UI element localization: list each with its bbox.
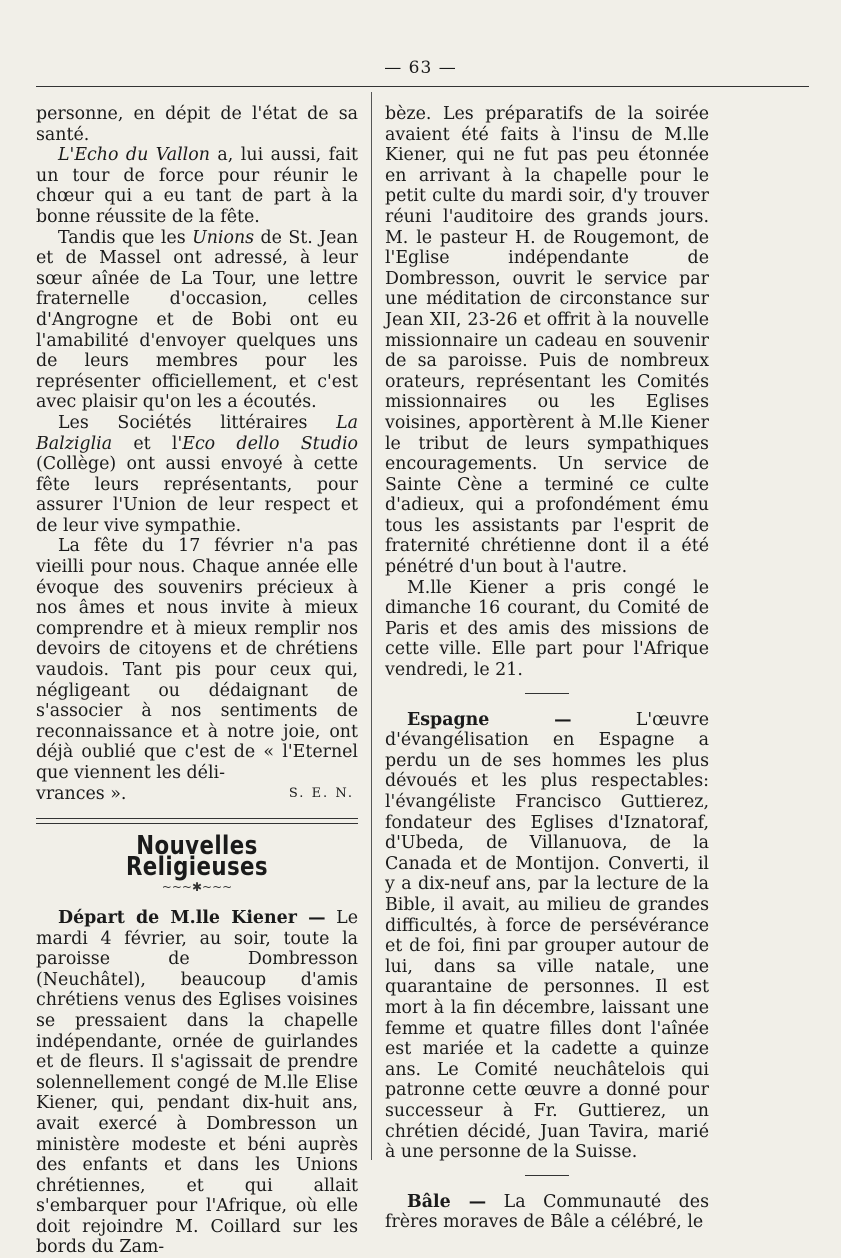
section-title: Nouvelles Religieuses <box>125 831 269 882</box>
article <box>36 908 358 1258</box>
paragraph: M.lle Kiener a pris congé le dimanche 16 courant, du Comité de Paris et des amis des missions de cette ville. Elle part pour l'Afrique vendredi, le 21. <box>385 577 709 681</box>
text-run: Tandis que les <box>58 227 193 248</box>
text-run: a, lui aussi, fait un tour de force pour réunir le chœur qui a eu tant de part à la bonne réussite de la fête. <box>36 145 358 227</box>
paragraph <box>36 145 358 227</box>
italic-title: Unions <box>192 227 255 248</box>
text-run: L'œuvre d'évangélisation en Espagne a perdu un de ses hommes les plus dévoués et les plus respectables: l'évangéliste Francisco Guttierez, fondateur des Eglises d'Iznatoraf, d'Ubeda, de Villanuova, de la Canada et de Montijon. Converti, il y a dix-neuf ans, par la lecture de la Bible, il avait, au milieu de grandes difficultés, à force de persévérance et de foi, fini par grouper autour de lui, dans sa ville natale, une quarantaine de personnes. Il est mort à la fin décembre, laissant une femme et quatre filles dont l'aînée est mariée et la cadette a quinze ans. Le Comité neuchâtelois qui patronne cette œuvre a donné pour successeur à Fr. Guttierez, un chrétien décidé, Juan Tavira, marié à une personne de la Suisse. <box>385 709 709 1163</box>
ornament: ~~~✱~~~ <box>161 880 233 895</box>
text-run: (Collège) ont aussi envoyé à cette fête leurs représentants, pour assurer l'Union de leur respect et de leur vive sympathie. <box>36 454 358 536</box>
right-column <box>385 104 709 1233</box>
column-divider <box>371 92 372 1160</box>
text-run: La Communauté des frères moraves de Bâle a célébré, le <box>385 1191 710 1233</box>
paragraph-end: vrances ». <box>36 783 127 804</box>
paragraph <box>36 228 358 413</box>
article-heading: Départ de M.lle Kiener — <box>58 907 326 928</box>
separator-rule <box>525 1175 569 1176</box>
text-run: et l' <box>112 433 183 454</box>
paragraph: personne, en dépit de l'état de sa santé. <box>36 104 358 145</box>
left-column <box>36 104 358 1258</box>
signature-row <box>36 784 358 805</box>
separator-rule <box>525 693 569 694</box>
text-run: Le mardi 4 février, au soir, toute la paroisse de Dombresson (Neuchâtel), beaucoup d'amis chrétiens venus des Eglises voisines se pressaient dans la chapelle indépendante, ornée de guirlandes et de fleurs. Il s'agissait de prendre solennellement congé de M.lle Elise Kiener, qui, pendant dix-huit ans, avait exercé à Dombresson un ministère modeste et béni auprès des enfants et dans les Unions chrétiennes, et qui allait s'embarquer pour l'Afrique, où elle doit rejoindre M. Coillard sur les bords du Zam- <box>36 907 358 1258</box>
italic-title: La Balziglia <box>36 412 358 454</box>
section-rule <box>36 818 358 824</box>
page-number: — 63 — <box>384 58 457 78</box>
article-heading: Bâle — <box>407 1191 487 1212</box>
text-run: Les Sociétés littéraires <box>58 412 337 433</box>
italic-title: Eco dello Studio <box>182 433 358 454</box>
paragraph: bèze. Les préparatifs de la soirée avaient été faits à l'insu de M.lle Kiener, qui ne fut pas peu étonnée en arrivant à la chapelle pour le petit culte du mardi soir, d'y trouver réuni l'auditoire des grands jours. M. le pasteur H. de Rougemont, de l'Eglise indépendante de Dombresson, ouvrit le service par une méditation de circonstance sur Jean XII, 23-26 et offrit à la nouvelle missionnaire un cadeau en souvenir de sa paroisse. Puis de nombreux orateurs, représentant les Comités missionnaires ou les Eglises voisines, apportèrent à M.lle Kiener le tribut de leurs sympathiques encouragements. Un service de Sainte Cène a terminé ce culte d'adieux, qui a profondément ému tous les assistants par l'esprit de fraternité chrétienne dont il a été pénétré d'un bout à l'autre. <box>385 104 709 578</box>
signature: S. E. N. <box>288 785 354 801</box>
paragraph <box>36 413 358 537</box>
article-heading: Espagne — <box>407 709 572 730</box>
article <box>385 710 709 1163</box>
header-rule <box>36 86 809 87</box>
italic-title: L'Echo du Vallon <box>58 145 210 166</box>
paragraph: La fête du 17 février n'a pas vieilli pour nous. Chaque année elle évoque des souvenirs précieux à nos âmes et nous invite à mieux comprendre et à mieux remplir nos devoirs de citoyens et de chrétiens vaudois. Tant pis pour ceux qui, négligeant ou dédaignant de s'associer à nos sentiments de reconnaissance et à notre joie, ont déjà oublié que c'est de « l'Eternel que viennent les déli- <box>36 536 358 783</box>
article <box>385 1192 709 1233</box>
text-run: de St. Jean et de Massel ont adressé, à leur sœur aînée de La Tour, une lettre fraternelle d'occasion, celles d'Angrogne et de Bobi ont eu l'amabilité d'envoyer quelques uns de leurs membres pour les représenter officiellement, et c'est avec plaisir qu'on les a écoutés. <box>36 227 358 413</box>
